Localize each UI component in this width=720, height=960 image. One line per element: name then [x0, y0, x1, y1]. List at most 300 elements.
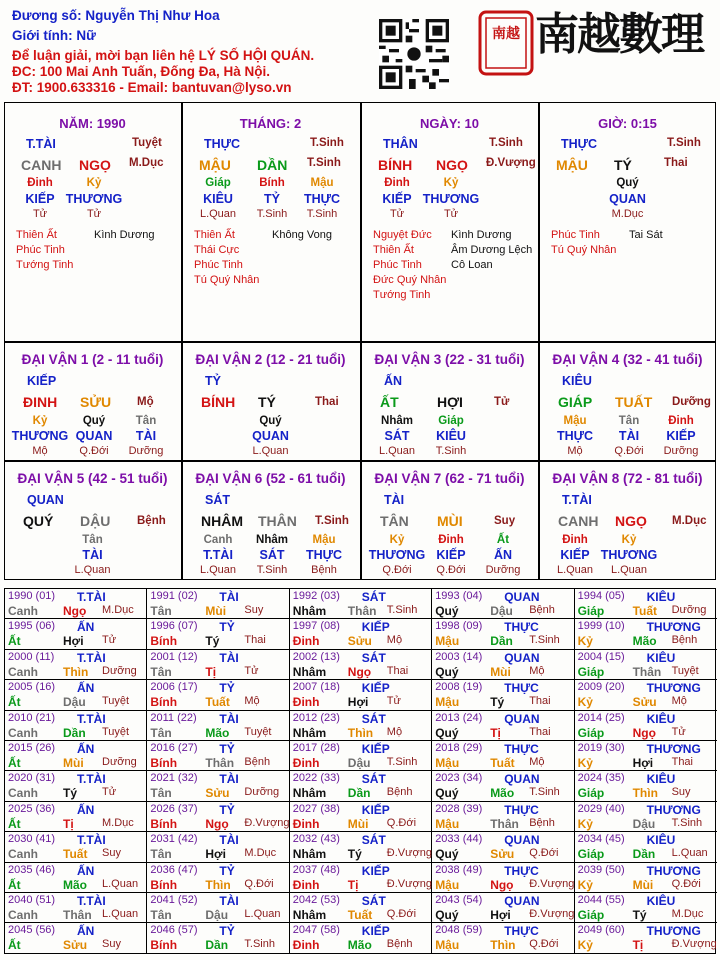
hidden-god: SÁT: [384, 429, 410, 443]
year-cell[interactable]: [432, 802, 574, 832]
year-stem: Đinh: [292, 756, 320, 770]
year-branch: Tý: [205, 634, 220, 649]
year-stage: L.Quan: [102, 877, 139, 890]
hidden-stem: Đinh: [27, 177, 53, 189]
year-label: 2002 (13): [292, 650, 340, 663]
year-cell[interactable]: [432, 650, 574, 680]
hidden-stem: Bính: [259, 177, 285, 189]
hidden-stage: T.Sinh: [435, 445, 467, 457]
year-cell[interactable]: [5, 680, 147, 710]
year-stem: Ất: [8, 816, 21, 831]
year-cell[interactable]: [5, 832, 147, 862]
dai-van-stage: M.Dục: [672, 515, 707, 527]
year-cell[interactable]: [147, 832, 289, 862]
year-stage: Đ.Vượng: [244, 816, 290, 829]
year-stage: Bệnh: [244, 756, 271, 768]
gender: Giới tính: Nữ: [12, 28, 96, 43]
year-branch: Tuất: [63, 847, 88, 862]
year-cell[interactable]: [432, 923, 574, 953]
year-stage: Thai: [529, 725, 551, 738]
year-label: 1999 (10): [577, 620, 625, 633]
year-cell[interactable]: [147, 771, 289, 801]
year-stage: L.Quan: [102, 908, 139, 920]
year-stem: Nhâm: [292, 725, 327, 740]
year-god: SÁT: [361, 650, 386, 665]
year-stem: Tân: [150, 908, 172, 922]
year-stage: L.Quan: [244, 908, 281, 920]
year-cell[interactable]: [575, 589, 717, 619]
year-stem: Ất: [8, 695, 21, 710]
dai-van-title: ĐẠI VẬN 6 (52 - 61 tuổi): [195, 471, 346, 486]
year-branch: Thìn: [490, 938, 516, 953]
year-label: 2027 (38): [292, 802, 340, 815]
year-stem: Đinh: [292, 695, 320, 710]
year-god: TỶ: [219, 681, 235, 696]
year-branch: Thìn: [347, 725, 374, 740]
year-stem: Ất: [8, 756, 21, 770]
year-cell[interactable]: [290, 802, 432, 832]
dai-van-branch: SỬU: [80, 394, 112, 410]
year-cell[interactable]: [5, 619, 147, 649]
year-god: QUAN: [504, 650, 540, 665]
year-branch: Mão: [205, 725, 230, 740]
year-branch: Hợi: [205, 847, 226, 862]
year-cell[interactable]: [5, 741, 147, 771]
address: ĐC: 100 Mai Anh Tuấn, Đống Đa, Hà Nội.: [12, 64, 271, 79]
dai-van-god: QUAN: [27, 493, 64, 507]
year-label: 2000 (11): [8, 650, 55, 663]
year-god: THỰC: [504, 802, 539, 817]
dai-van-god: SÁT: [205, 493, 230, 507]
dai-van-branch: HỢI: [437, 394, 463, 410]
year-stem: Tân: [150, 847, 172, 862]
year-cell[interactable]: [290, 832, 432, 862]
qr-code-icon[interactable]: [379, 19, 449, 89]
good-star: Tú Quý Nhân: [551, 244, 617, 256]
good-star: Thiên Ất: [194, 229, 235, 241]
year-label: 2013 (24): [435, 711, 483, 724]
year-label: 2020 (31): [8, 772, 56, 785]
stamp-text: 南越: [492, 25, 520, 41]
year-stage: Thai: [671, 756, 693, 768]
year-cell[interactable]: [290, 589, 432, 619]
year-stage: Tử: [244, 664, 259, 677]
year-cell[interactable]: [147, 893, 289, 923]
year-branch: Hợi: [63, 634, 84, 649]
branch-stage: M.Dục: [129, 157, 164, 169]
hidden-god: KIẾP: [436, 548, 466, 562]
good-star: Phúc Tinh: [16, 244, 65, 256]
dai-van-god: KIẾP: [27, 374, 57, 388]
year-stem: Canh: [8, 604, 38, 618]
year-cell[interactable]: [5, 711, 147, 741]
good-star: Phúc Tinh: [194, 259, 243, 271]
year-god: THỰC: [504, 620, 539, 635]
hidden-stage: L.Quan: [199, 208, 237, 220]
year-label: 2022 (33): [292, 772, 340, 785]
year-label: 2006 (17): [150, 681, 198, 694]
year-god: T.TÀI: [77, 650, 106, 665]
hidden-stage: L.Quan: [556, 564, 594, 576]
year-stem: Canh: [8, 908, 38, 922]
year-cell[interactable]: [5, 923, 147, 953]
hidden-stage: Tử: [443, 208, 459, 220]
year-label: 2046 (57): [150, 924, 198, 937]
year-stage: Đ.Vượng: [386, 847, 432, 860]
year-cell[interactable]: [5, 863, 147, 893]
year-label: 2012 (23): [292, 711, 340, 724]
year-cell[interactable]: [575, 802, 717, 832]
year-stem: Giáp: [577, 786, 605, 801]
year-stem: Nhâm: [292, 786, 327, 801]
year-cell[interactable]: [5, 893, 147, 923]
year-branch: Ngọ: [347, 664, 372, 679]
year-stage: Tuyệt: [102, 695, 130, 708]
year-branch: Tuất: [205, 695, 230, 710]
year-stage: Q.Đới: [386, 816, 417, 829]
hidden-god: KIÊU: [203, 192, 233, 206]
dai-van-branch: THÂN: [258, 513, 297, 529]
year-label: 2031 (42): [150, 833, 198, 846]
year-stem: Đinh: [292, 816, 320, 831]
year-god: THỰC: [504, 681, 539, 696]
year-cell[interactable]: [147, 863, 289, 893]
year-cell[interactable]: [575, 923, 717, 953]
dai-van-title: ĐẠI VẬN 5 (42 - 51 tuổi): [17, 471, 168, 486]
good-star: Tướng Tinh: [16, 259, 74, 271]
year-stem: Giáp: [577, 604, 605, 618]
hidden-god: THƯƠNG: [600, 548, 658, 562]
year-god: TÀI: [219, 711, 239, 726]
year-stage: Q.Đới: [386, 908, 417, 920]
year-label: 2036 (47): [150, 863, 198, 876]
year-label: 2014 (25): [577, 711, 625, 724]
year-label: 2042 (53): [292, 894, 340, 906]
year-god: ẤN: [77, 742, 95, 756]
good-star: Nguyệt Đức: [373, 229, 432, 241]
year-cell[interactable]: [147, 802, 289, 832]
hidden-god: SÁT: [259, 548, 285, 562]
year-stage: Mộ: [386, 725, 403, 738]
hidden-stem: Canh: [203, 534, 233, 546]
year-god: SÁT: [361, 833, 386, 848]
year-stem: Kỷ: [577, 877, 593, 892]
hidden-stage: Dưỡng: [485, 564, 521, 576]
year-cell[interactable]: [432, 771, 574, 801]
year-stage: Dưỡng: [102, 756, 137, 768]
year-cell[interactable]: [290, 711, 432, 741]
year-god: KIÊU: [646, 833, 676, 848]
year-stem: Mậu: [435, 877, 460, 892]
year-stage: Mộ: [671, 695, 687, 708]
year-stem: Đinh: [292, 634, 320, 649]
pillar-title: NGÀY: 10: [420, 116, 479, 131]
pillar-title: NĂM: 1990: [59, 116, 126, 131]
year-stage: T.Sinh: [244, 938, 275, 951]
earthly-branch: TÝ: [614, 157, 632, 173]
year-label: 2044 (55): [577, 894, 625, 906]
year-cell[interactable]: [575, 619, 717, 649]
hidden-stage: L.Quan: [74, 564, 111, 576]
year-stage: M.Dục: [671, 908, 704, 920]
year-label: 2005 (16): [8, 681, 56, 694]
year-cell[interactable]: [432, 589, 574, 619]
year-cell[interactable]: [147, 711, 289, 741]
year-cell[interactable]: [147, 680, 289, 710]
year-cell[interactable]: [432, 680, 574, 710]
year-label: 1998 (09): [435, 620, 483, 633]
year-branch: Thân: [490, 816, 519, 831]
bad-star: Âm Dương Lệch: [451, 244, 533, 256]
dai-van-stem: ẤT: [380, 394, 399, 410]
year-cell[interactable]: [5, 650, 147, 680]
year-stem: Nhâm: [292, 847, 327, 862]
year-label: 2018 (29): [435, 742, 483, 754]
hidden-god: THỰC: [556, 429, 594, 443]
dai-van-stem: TÂN: [380, 513, 409, 529]
year-label: 2004 (15): [577, 650, 625, 663]
year-god: KIẾP: [361, 620, 390, 635]
year-stem: Bính: [150, 756, 178, 770]
year-label: 2037 (48): [292, 863, 340, 876]
year-cell[interactable]: [432, 863, 574, 893]
hidden-stem: Mậu: [563, 415, 587, 427]
heavenly-stem: MẬU: [556, 157, 588, 173]
dai-van-title: ĐẠI VẬN 8 (72 - 81 tuổi): [552, 471, 703, 486]
person-name: Đương số: Nguyễn Thị Như Hoa: [12, 8, 220, 23]
year-stem: Mậu: [435, 816, 460, 831]
year-stem: Canh: [8, 847, 38, 862]
year-stem: Giáp: [577, 847, 605, 862]
year-cell[interactable]: [575, 832, 717, 862]
hidden-god: ẤN: [493, 548, 513, 562]
year-cell[interactable]: [147, 741, 289, 771]
year-stem: Mậu: [435, 634, 460, 649]
hidden-god: KIẾP: [382, 192, 412, 206]
year-branch: Ngọ: [205, 816, 229, 831]
growth-stage: T.Sinh: [489, 137, 523, 149]
year-stage: Bệnh: [529, 604, 555, 616]
year-stage: Suy: [102, 847, 121, 860]
hidden-stem: Kỷ: [86, 177, 102, 189]
dai-van-god: T.TÀI: [562, 493, 592, 507]
year-label: 2039 (50): [577, 863, 625, 876]
earthly-branch: NGỌ: [436, 157, 468, 173]
year-stem: Kỷ: [577, 695, 593, 710]
branch-stage: Thai: [664, 157, 688, 169]
hidden-god: TÀI: [82, 548, 103, 562]
year-cell[interactable]: [147, 589, 289, 619]
year-god: ẤN: [77, 681, 95, 696]
year-label: 2010 (21): [8, 711, 56, 724]
year-cell[interactable]: [5, 771, 147, 801]
dai-van-god: TỶ: [205, 374, 221, 388]
year-branch: Ngọ: [632, 725, 656, 740]
year-stage: T.Sinh: [671, 816, 703, 829]
year-branch: Dần: [347, 786, 371, 801]
earthly-branch: DẦN: [257, 157, 288, 173]
hidden-stem: Giáp: [205, 177, 231, 189]
heavenly-stem: MẬU: [199, 157, 231, 173]
dai-van-god: KIÊU: [562, 374, 592, 388]
year-stage: Tử: [102, 634, 117, 647]
year-god: TÀI: [219, 650, 239, 665]
year-label: 2017 (28): [292, 742, 340, 754]
dai-van-title: ĐẠI VẬN 4 (32 - 41 tuổi): [552, 352, 703, 367]
hidden-stem: Đinh: [668, 415, 694, 427]
hidden-stem: Kỷ: [389, 534, 405, 546]
dai-van-title: ĐẠI VẬN 1 (2 - 11 tuổi): [21, 352, 164, 367]
year-cell[interactable]: [5, 589, 147, 619]
hidden-stem: Kỷ: [32, 415, 48, 427]
year-stem: Quý: [435, 908, 459, 922]
year-branch: Sửu: [632, 695, 657, 710]
year-stem: Quý: [435, 604, 459, 618]
year-label: 2043 (54): [435, 894, 483, 906]
year-label: 1991 (02): [150, 590, 198, 602]
year-god: QUAN: [504, 772, 540, 787]
year-branch: Dần: [490, 634, 513, 649]
year-stage: Q.Đới: [671, 877, 701, 890]
year-cell[interactable]: [290, 741, 432, 771]
year-god: THỰC: [504, 863, 539, 878]
year-god: KIẾP: [361, 802, 390, 817]
hidden-stem: Quý: [616, 177, 639, 189]
year-god: THƯƠNG: [646, 742, 701, 756]
hidden-stem: Quý: [82, 415, 106, 427]
hidden-stage: Q.Đới: [614, 445, 644, 457]
year-god: KIẾP: [361, 863, 390, 878]
year-cell[interactable]: [290, 893, 432, 923]
year-stem: Mậu: [435, 695, 460, 710]
year-branch: Thân: [205, 756, 235, 770]
year-branch: Mão: [63, 877, 87, 892]
year-cell[interactable]: [432, 711, 574, 741]
year-cell[interactable]: [290, 619, 432, 649]
year-cell[interactable]: [575, 741, 717, 771]
year-cell[interactable]: [290, 650, 432, 680]
good-star: Phúc Tinh: [373, 259, 422, 271]
year-label: 2030 (41): [8, 833, 56, 846]
year-cell[interactable]: [575, 680, 717, 710]
year-cell[interactable]: [432, 741, 574, 771]
dai-van-title: ĐẠI VẬN 3 (22 - 31 tuổi): [374, 352, 525, 367]
year-branch: Hợi: [632, 756, 654, 770]
year-branch: Thìn: [205, 877, 231, 892]
year-label: 2028 (39): [435, 802, 483, 815]
year-stage: T.Sinh: [386, 604, 418, 616]
year-stage: T.Sinh: [529, 786, 560, 799]
year-stem: Ất: [8, 938, 21, 953]
year-cell[interactable]: [575, 863, 717, 893]
year-god: ẤN: [77, 620, 95, 635]
year-cell[interactable]: [290, 771, 432, 801]
year-stage: Bệnh: [386, 786, 413, 799]
year-stage: Q.Đới: [529, 938, 559, 951]
year-branch: Tý: [490, 695, 505, 710]
year-god: THƯƠNG: [646, 863, 701, 878]
year-god: ẤN: [77, 863, 95, 878]
year-branch: Hợi: [490, 908, 511, 922]
year-stage: L.Quan: [671, 847, 708, 860]
year-god: KIẾP: [361, 681, 390, 696]
year-cell[interactable]: [432, 893, 574, 923]
year-cell[interactable]: [432, 619, 574, 649]
bad-star: Cô Loan: [451, 259, 493, 271]
year-god: THƯƠNG: [646, 681, 701, 696]
good-star: Tú Quý Nhân: [194, 274, 260, 286]
year-stage: Thai: [386, 664, 409, 677]
year-cell[interactable]: [147, 650, 289, 680]
year-stem: Mậu: [435, 938, 460, 953]
hidden-stem: Nhâm: [381, 415, 413, 427]
year-branch: Mùi: [63, 756, 84, 770]
hidden-god: THƯƠNG: [11, 429, 69, 443]
year-stem: Bính: [150, 695, 178, 710]
bad-star: Tai Sát: [629, 229, 663, 241]
year-cell[interactable]: [290, 923, 432, 953]
year-cell[interactable]: [575, 893, 717, 923]
hidden-stage: Tử: [389, 208, 405, 220]
year-stage: Suy: [102, 938, 121, 951]
year-god: SÁT: [361, 711, 386, 726]
year-stage: Tử: [102, 786, 117, 799]
year-label: 2023 (34): [435, 772, 483, 785]
year-cell[interactable]: [432, 832, 574, 862]
year-branch: Thìn: [63, 664, 89, 679]
heavenly-stem: BÍNH: [378, 157, 413, 173]
year-cell[interactable]: [575, 650, 717, 680]
year-cell[interactable]: [5, 802, 147, 832]
year-label: 1990 (01): [8, 590, 56, 602]
phone-email: ĐT: 1900.633316 - Email: bantuvan@lyso.vn: [12, 80, 292, 95]
dai-van-stage: Tử: [494, 396, 510, 408]
good-star: Tướng Tinh: [373, 289, 431, 301]
year-cell[interactable]: [290, 863, 432, 893]
year-stem: Giáp: [577, 664, 605, 679]
year-cell[interactable]: [147, 619, 289, 649]
year-branch: Tuất: [347, 908, 373, 922]
year-stage: Dưỡng: [244, 786, 280, 799]
year-label: 2021 (32): [150, 772, 198, 785]
dai-van-stage: Mộ: [137, 396, 154, 408]
year-cell[interactable]: [575, 771, 717, 801]
year-stage: Suy: [671, 786, 691, 799]
year-stage: Thai: [529, 695, 551, 708]
year-label: 2047 (58): [292, 924, 340, 937]
year-stage: Đ.Vượng: [671, 938, 717, 951]
year-label: 1995 (06): [8, 620, 56, 633]
hidden-god: QUAN: [609, 192, 646, 206]
year-branch: Mão: [347, 938, 372, 953]
hidden-god: KIẾP: [560, 548, 590, 562]
year-branch: Dần: [632, 847, 656, 862]
year-stage: Mộ: [244, 695, 260, 708]
growth-stage: T.Sinh: [667, 137, 701, 149]
dai-van-title: ĐẠI VẬN 7 (62 - 71 tuổi): [374, 471, 525, 486]
year-cell[interactable]: [147, 923, 289, 953]
contact-note: Để luận giải, mời bạn liên hệ LÝ SỐ HỘI QUÁN.: [12, 48, 315, 63]
year-stage: Bệnh: [529, 816, 555, 829]
dai-van-stem: ĐINH: [23, 394, 58, 410]
year-stem: Kỷ: [577, 816, 593, 831]
year-god: THƯƠNG: [646, 924, 701, 939]
year-god: QUAN: [504, 833, 540, 848]
year-cell[interactable]: [575, 711, 717, 741]
year-cell[interactable]: [290, 680, 432, 710]
year-branch: Tị: [205, 664, 217, 679]
year-label: 2032 (43): [292, 833, 340, 846]
